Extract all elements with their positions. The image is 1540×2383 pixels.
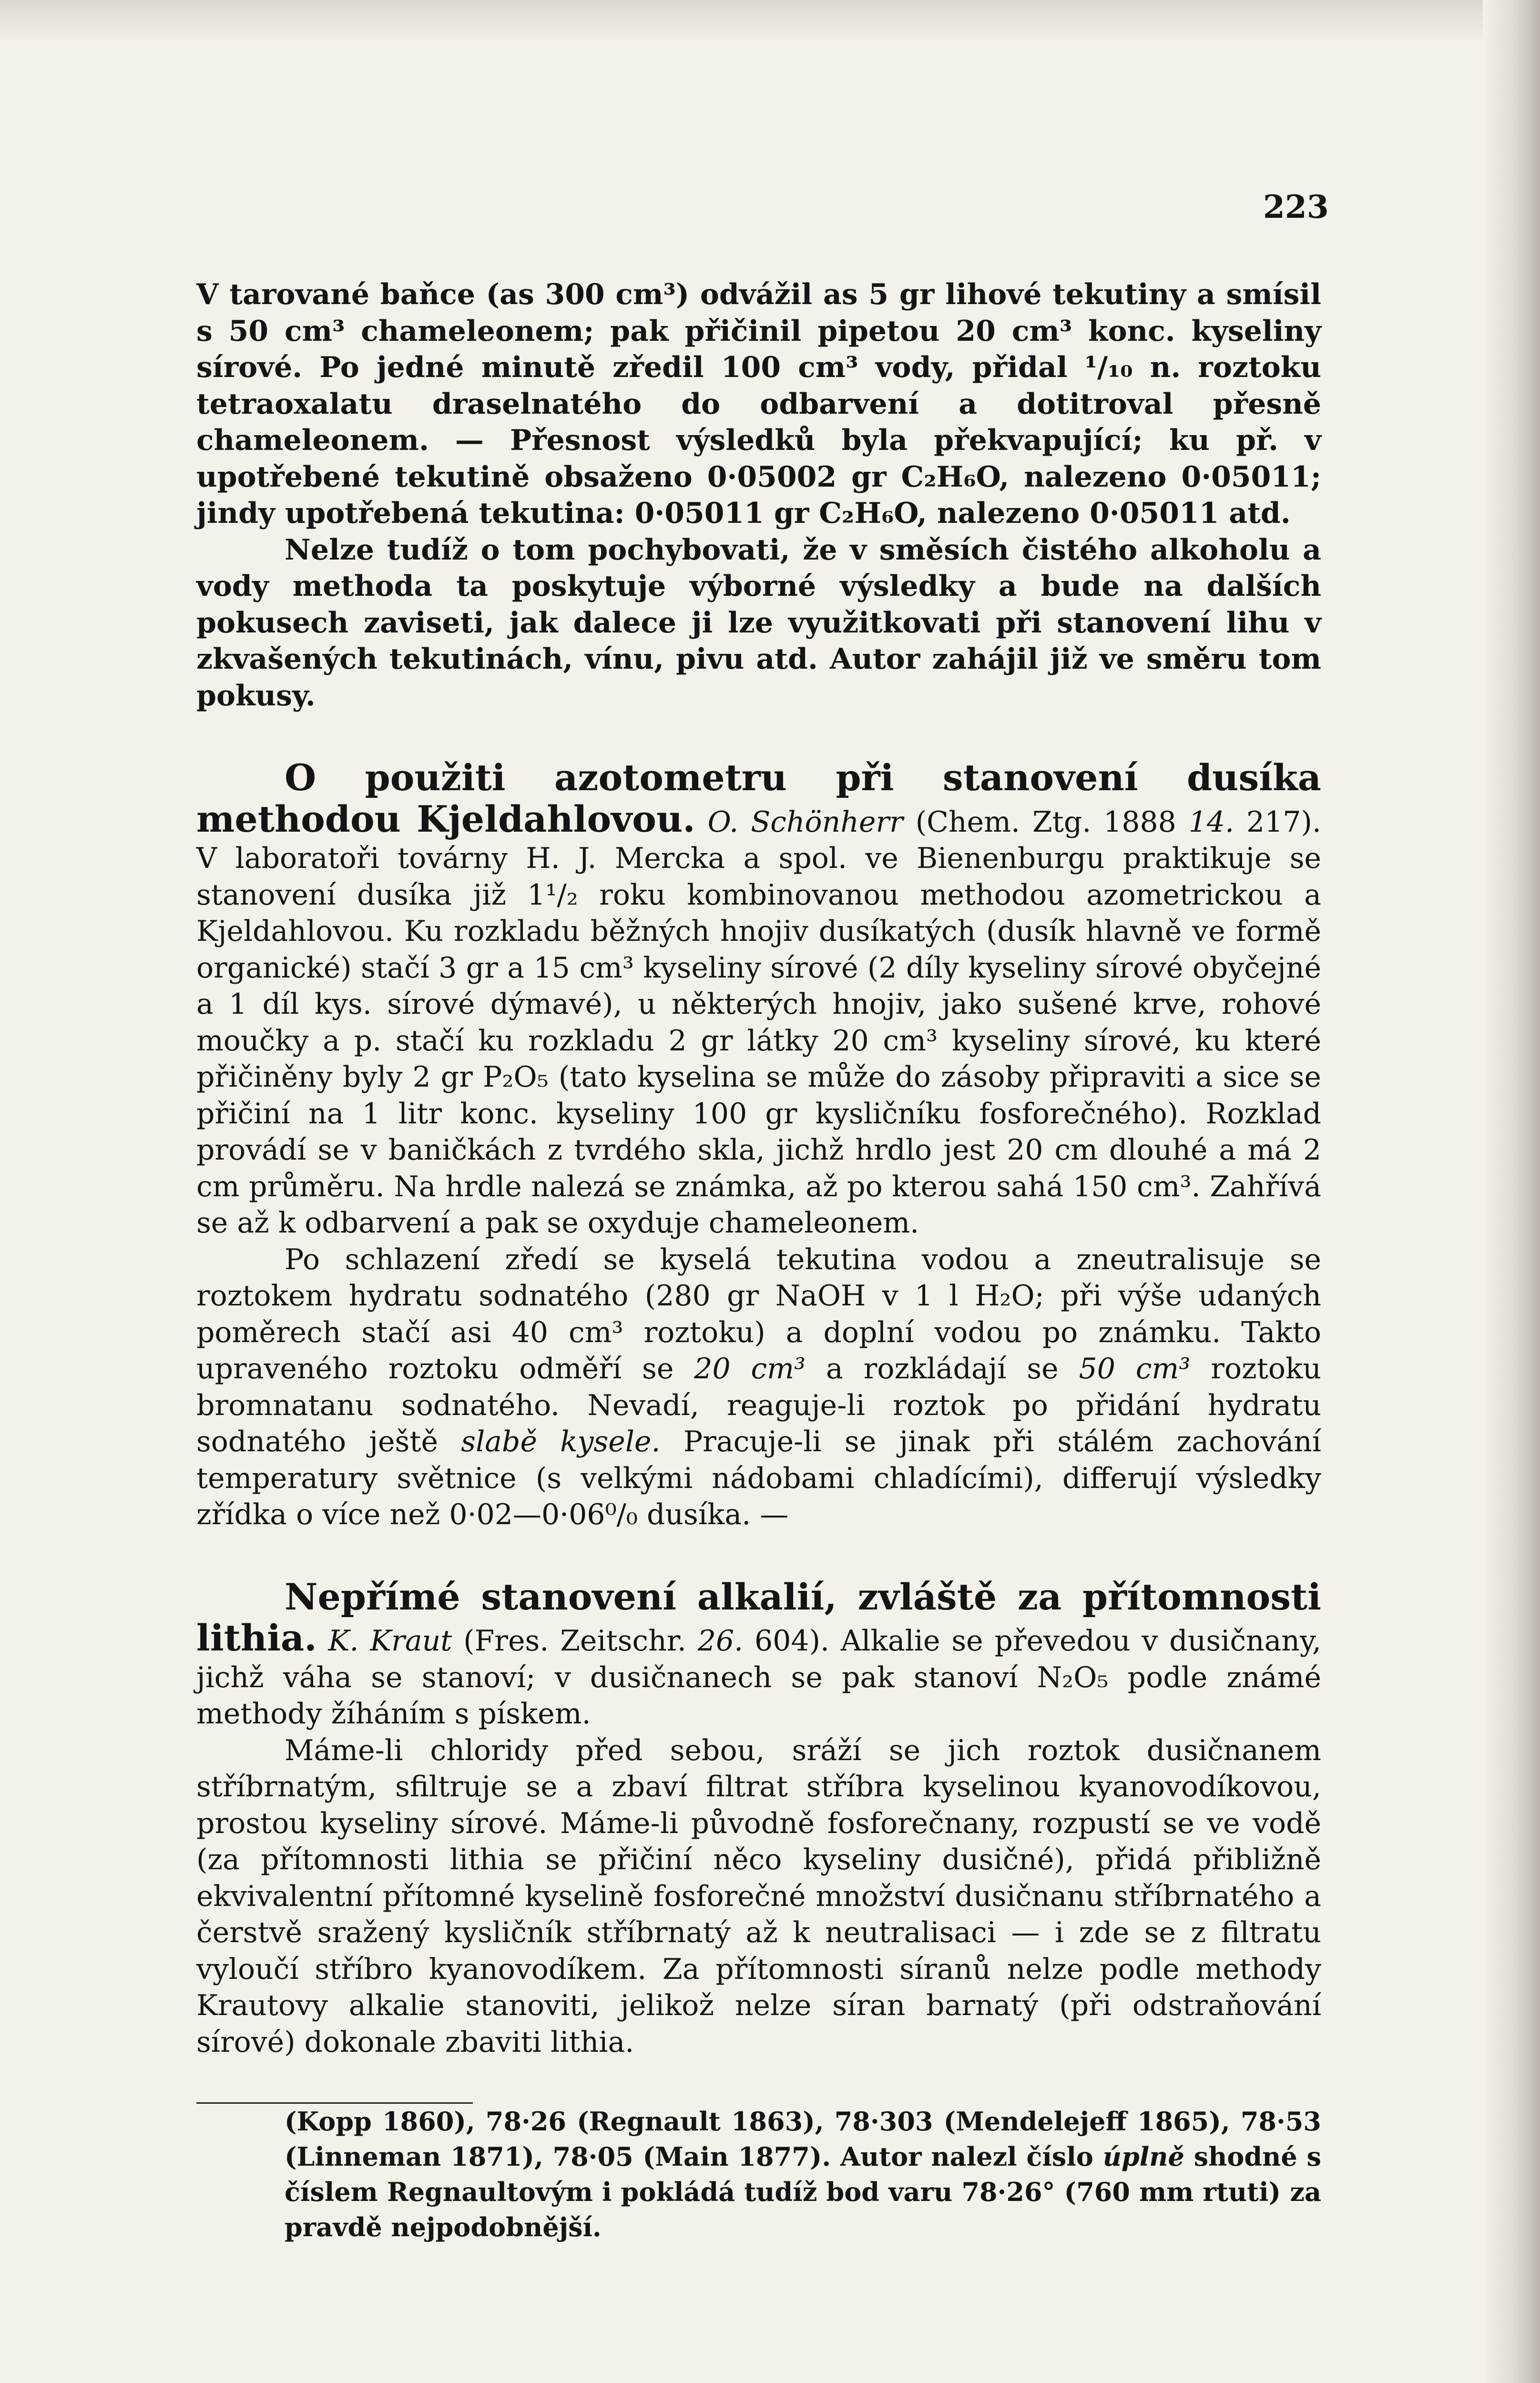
citation-text: (Chem. Ztg. 1888 xyxy=(915,805,1189,839)
footnote-text: shodné s číslem Regnaultovým i pokládá tudíž bod varu 78·26° (760 mm rtuti) za pravdě nejpodobnější. xyxy=(285,2141,1321,2242)
section-alkali xyxy=(196,1577,1321,2061)
section-kjeldahl xyxy=(196,758,1321,1533)
paragraph-text: Po schlazení zředí se kyselá tekutina vodou a zneutralisuje se roztokem hydratu sodnatého (280 gr NaOH v 1 l H₂O; při výše udaných poměrech stačí asi 40 cm³ roztoku) a doplní vodou po známku. Takto upraveného roztoku odměří se xyxy=(196,1242,1321,1385)
scan-page-edge xyxy=(1483,0,1540,2383)
paragraph-text: 604). Alkalie se převedou v dusičnany, jichž váha se stanoví; v dusičnanech se pak stanoví N₂O₅ podle známé methody žíháním s pískem. xyxy=(196,1624,1321,1731)
citation-text: (Fres. Zeitschr. xyxy=(463,1624,698,1658)
section-alkali-paragraph-1 xyxy=(196,1577,1321,1732)
paragraph-text: a rozkládají se xyxy=(806,1352,1079,1385)
intro-paragraph-2: Nelze tudíž o tom pochybovati, že v směsích čistého alkoholu a vody methoda ta poskytuje výborné výsledky a bude na dalších pokusech zaviseti, jak dalece ji lze využitkovati při stanovení lihu v zkvašených tekutinách, vínu, pivu atd. Autor zahájil již ve směru tom pokusy. xyxy=(196,533,1321,713)
citation-volume: 14. xyxy=(1188,805,1234,839)
volume-value: 20 cm³ xyxy=(694,1352,806,1385)
intro-paragraph-1: V tarované baňce (as 300 cm³) odvážil as 5 gr lihové tekutiny a smísil s 50 cm³ chameleonem; pak přičinil pipetou 20 cm³ konc. kyseliny sírové. Po jedné minutě zředil 100 cm³ vody, přidal ¹/₁₀ n. roztoku tetraoxalatu draselnatého do odbarvení a dotitroval přesně chameleonem. — Přesnost výsledků byla překvapující; ku př. v upotřebené tekutině obsaženo 0·05002 gr C₂H₆O, nalezeno 0·05011; jindy upotřebená tekutina: 0·05011 gr C₂H₆O, nalezeno 0·05011 atd. xyxy=(196,278,1321,530)
paragraph-text: roztoku bromnatanu sodnatého. Nevadí, reaguje-li roztok po přidání hydratu sodnatého ještě xyxy=(196,1352,1321,1458)
footnote-emphasis: úplně xyxy=(1102,2141,1184,2172)
section-alkali-paragraph-2: Máme-li chloridy před sebou, sráží se jich roztok dusičnanem stříbrnatým, sfiltruje se a zbaví filtrat stříbra kyselinou kyanovodíkovou, prostou kyseliny sírové. Máme-li původně fosforečnany, rozpustí se ve vodě (za přítomnosti lithia se přičiní něco kyseliny dusičné), přidá přibližně ekvivalentní přítomné kyselině fosforečné množství dusičnanu stříbrnatého a čerstvě sražený kysličník stříbrnatý až k neutralisaci — i zde se z filtratu vyloučí stříbro kyanovodíkem. Za přítomnosti síranů nelze podle methody Krautovy alkalie stanoviti, jelikož nelze síran barnatý (při odstraňování sírové) dokonale zbaviti lithia. xyxy=(196,1733,1321,2059)
footnote-text: (Kopp 1860), 78·26 (Regnault 1863), 78·303 (Mendelejeff 1865), 78·53 (Linneman 1871), 78·05 (Main 1877). Autor nalezl číslo xyxy=(285,2106,1321,2172)
section-heading: Nepřímé stanovení alkalií, zvláště za přítomnosti lithia. xyxy=(196,1575,1321,1659)
section-heading: O použiti azotometru při stanovení dusíka methodou Kjeldahlovou. xyxy=(196,756,1321,840)
page-number: 223 xyxy=(1263,188,1329,225)
author-name: O. Schönherr xyxy=(707,805,903,839)
section-kjeldahl-paragraph-2 xyxy=(196,1242,1321,1533)
citation-volume: 26. xyxy=(697,1624,744,1658)
paragraph-text: 217). V laboratoři továrny H. J. Mercka a spol. ve Bienenburgu praktikuje se stanovení dusíka již 1¹/₂ roku kombinovanou methodou azometrickou a Kjeldahlovou. Ku rozkladu běžných hnojiv dusíkatých (dusík hlavně ve formě organické) stačí 3 gr a 15 cm³ kyseliny sírové (2 díly kyseliny sírové obyčejné a 1 díl kys. sírové dýmavé), u některých hnojiv, jako sušené krve, rohové moučky a p. stačí ku rozkladu 2 gr látky 20 cm³ kyseliny sírové, ku které přičiněny byly 2 gr P₂O₅ (tato kyselina se může do zásoby připraviti a sice se přičiní na 1 litr konc. kyseliny 100 gr kysličníku fosforečného). Rozklad provádí se v baničkách z tvrdého skla, jichž hrdlo jest 20 cm dlouhé a má 2 cm průměru. Na hrdle nalezá se známka, až po kterou sahá 150 cm³. Zahřívá se až k odbarvení a pak se oxyduje chameleonem. xyxy=(196,805,1322,1240)
page-body xyxy=(196,276,1321,2245)
author-name: K. Kraut xyxy=(328,1624,452,1658)
paragraph-text: Pracuje-li se jinak při stálém zachování temperatury světnice (s velkými nádobami chladícími), differují výsledky zřídka o více než 0·02—0·06⁰/₀ dusíka. — xyxy=(196,1425,1321,1531)
volume-value: 50 cm³ xyxy=(1079,1352,1191,1385)
footnote xyxy=(196,2104,1321,2245)
section-kjeldahl-paragraph-1 xyxy=(196,758,1321,1242)
scan-top-shadow xyxy=(0,0,1540,43)
emphasis-text: slabě kysele. xyxy=(461,1425,661,1458)
